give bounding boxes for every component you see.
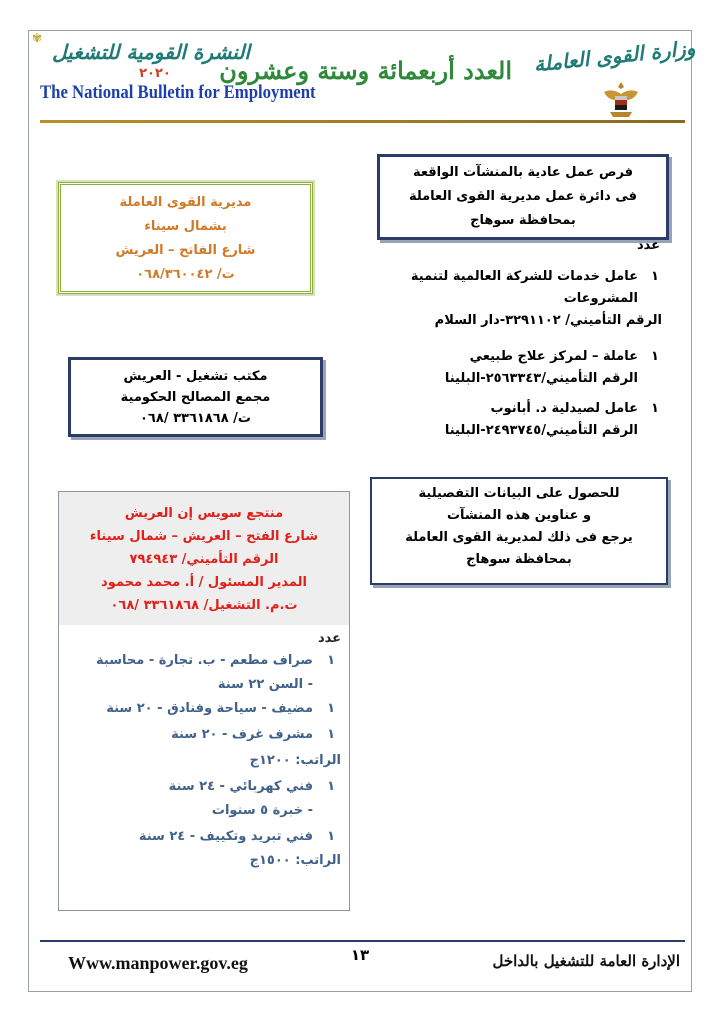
job-title: فني تبريد وتكييف - ٢٤ سنة — [138, 829, 313, 844]
job-title: عاملة – لمركز علاج طبيعي — [469, 349, 638, 364]
job-count: ١ — [651, 401, 659, 416]
job-count: ١ — [651, 349, 659, 364]
job-title: عامل خدمات للشركة العالمية لتنمية — [410, 269, 638, 284]
hotel-insurance-number: الرقم التأميني/ ٧٩٤٩٤٣ — [129, 552, 279, 567]
job-count: ١ — [651, 269, 659, 284]
insurance-number: الرقم التأميني/٢٤٩٣٧٤٥-البلينا — [444, 423, 638, 438]
job-title: فني كهربائي - ٢٤ سنة — [168, 779, 313, 794]
bulletin-title-arabic: النشرة القومية للتشغيل — [52, 40, 250, 64]
department-name: الإدارة العامة للتشغيل بالداخل — [492, 952, 680, 970]
info-line: يرجع فى ذلك لمديرية القوى العاملة — [405, 530, 633, 545]
hotel-manager: المدير المسئول / أ. محمد محمود — [101, 575, 307, 590]
job-count: ١ — [327, 653, 335, 668]
insurance-number: الرقم التأميني/ ٣٢٩١١٠٢-دار السلام — [434, 313, 662, 328]
count-header: عدد — [636, 238, 660, 253]
hotel-address: شارع الفتح – العريش – شمال سيناء — [89, 529, 319, 544]
salary: الراتب: ١٥٠٠ج — [249, 853, 341, 868]
job-item — [372, 398, 662, 442]
info-line: و عناوين هذه المنشآت — [446, 508, 592, 523]
salary: الراتب: ١٢٠٠ج — [249, 753, 341, 768]
egypt-eagle-emblem-icon — [600, 78, 642, 120]
directorate-phone: ت/ ٠٦٨/٣٦٠٠٤٢ — [136, 267, 235, 282]
bulletin-title-english: The National Bulletin for Employment — [40, 82, 316, 103]
hotel-name: منتجع سويس إن العريش — [124, 506, 284, 521]
directorate-box — [58, 182, 313, 294]
opportunities-line: بمحافظة سوهاج — [470, 213, 576, 228]
office-line: مجمع المصالح الحكومية — [120, 390, 271, 405]
page-number: ١٣ — [350, 946, 370, 964]
info-line: بمحافظة سوهاج — [466, 552, 572, 567]
directorate-line: مديرية القوى العاملة — [119, 195, 252, 210]
office-line: مكتب تشغيل - العريش — [123, 369, 268, 384]
count-header: عدد — [317, 631, 341, 646]
job-count: ١ — [327, 829, 335, 844]
job-title: مضيف - سياحة وفنادق - ٢٠ سنة — [106, 701, 313, 716]
job-title: مشرف غرف - ٢٠ سنة — [171, 727, 313, 742]
job-item — [372, 346, 662, 390]
insurance-number: الرقم التأميني/٢٥٦٣٣٤٣-البلينا — [444, 371, 638, 386]
employment-office-box — [68, 357, 323, 437]
issue-number: العدد أربعمائة وستة وعشرون — [219, 56, 512, 85]
job-title: صراف مطعم - ب. تجارة - محاسبة — [96, 653, 313, 668]
hotel-header — [59, 492, 349, 625]
flower-ornament-icon: ✾ — [32, 31, 43, 45]
job-opportunities-box — [377, 154, 669, 240]
details-info-box — [370, 477, 668, 585]
office-phone: ت/ ٣٣٦١٨٦٨ /٠٦٨ — [140, 411, 251, 426]
job-item — [372, 266, 662, 332]
website-link[interactable]: Www.manpower.gov.eg — [68, 953, 248, 973]
job-title-cont: المشروعات — [563, 291, 638, 306]
directorate-line: شارع الفاتح – العريش — [115, 243, 256, 258]
ministry-name: وزارة القوى العاملة — [532, 35, 697, 77]
job-count: ١ — [327, 701, 335, 716]
job-detail: - خبرة ٥ سنوات — [211, 803, 313, 818]
info-line: للحصول على البيانات التفصيلية — [418, 486, 620, 501]
hotel-phone: ت.م. التشغيل/ ٣٣٦١٨٦٨ /٠٦٨ — [110, 598, 298, 613]
footer-divider — [40, 940, 685, 942]
directorate-line: بشمال سيناء — [144, 219, 227, 234]
bulletin-year: ٢٠٢٠ — [139, 66, 171, 81]
opportunities-line: فرص عمل عادية بالمنشآت الواقعة — [412, 165, 634, 180]
job-title: عامل لصيدلية د. أبانوب — [490, 401, 638, 416]
hotel-jobs-box — [58, 491, 350, 911]
opportunities-line: فى دائرة عمل مديرية القوى العاملة — [408, 189, 638, 204]
header-divider — [40, 120, 685, 123]
job-count: ١ — [327, 779, 335, 794]
job-count: ١ — [327, 727, 335, 742]
job-detail: - السن ٢٢ سنة — [217, 677, 313, 692]
